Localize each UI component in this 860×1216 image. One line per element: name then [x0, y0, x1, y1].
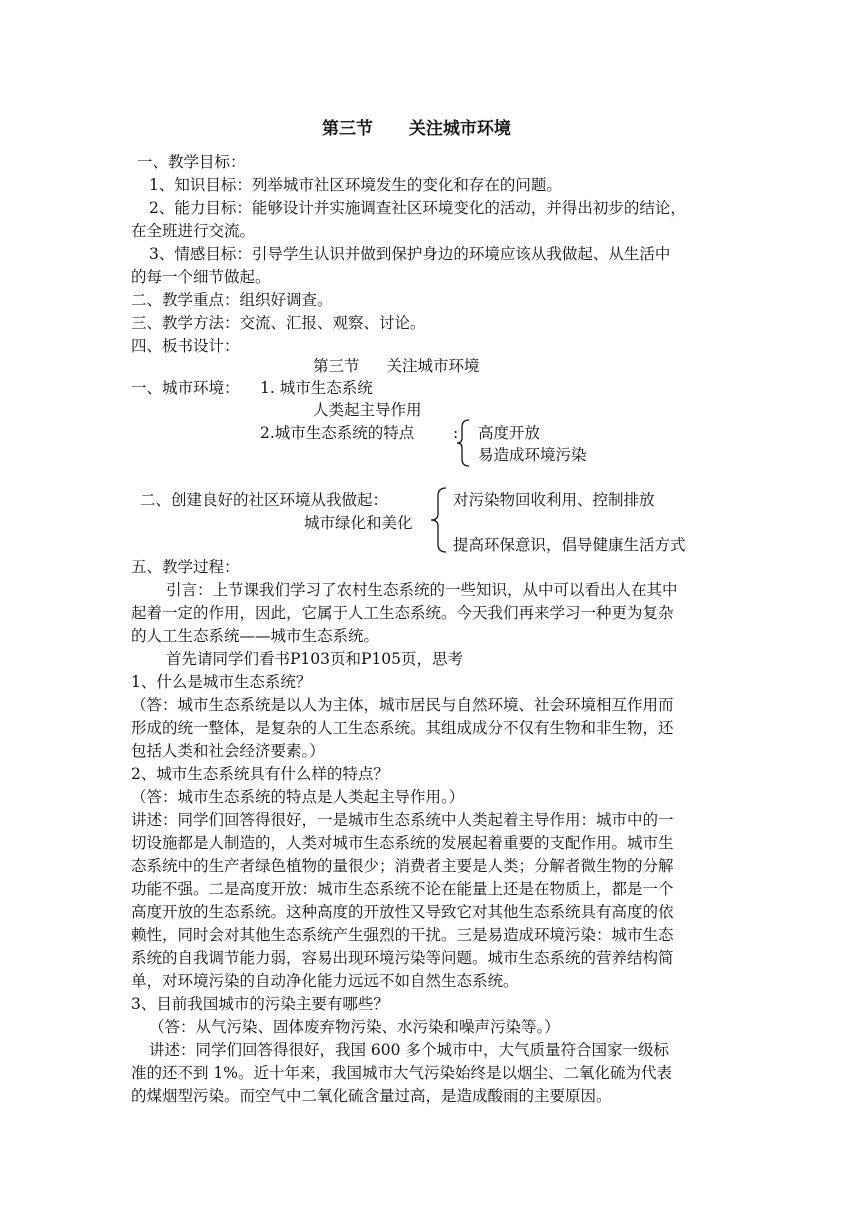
ability-objective-line2: 在全班进行交流。 [131, 222, 256, 240]
brace-icon [453, 418, 473, 468]
question-1: 1、什么是城市生态系统？ [131, 673, 312, 691]
board-feature-open: 高度开放 [478, 424, 541, 442]
board-green: 城市绿化和美化 [304, 514, 413, 532]
ability-objective-line1: 2、能力目标：能够设计并实施调查社区环境变化的活动，并得出初步的结论， [149, 199, 686, 217]
board-action-recycle: 对污染物回收利用、控制排放 [453, 491, 655, 509]
lecture-line2: 切设施都是人制造的，人类对城市生态系统的发展起着重要的支配作用。城市生 [131, 834, 674, 852]
lecture2-line1: 讲述：同学们回答得很好，我国 600 多个城市中，大气质量符合国家一级标 [149, 1041, 669, 1059]
answer-1-line1: （答：城市生态系统是以人为主体，城市居民与自然环境、社会环境相互作用而 [131, 696, 674, 714]
board-title-section: 第三节 [313, 357, 360, 375]
answer-3: （答：从气污染、固体废弃物污染、水污染和噪声污染等。） [149, 1018, 560, 1036]
lecture-line6: 赖性，同时会对其他生态系统产生强烈的干扰。三是易造成环境污染：城市生态 [131, 926, 674, 944]
board-colon: : [453, 424, 459, 442]
lecture-line3: 态系统中的生产者绿色植物的量很少；消费者主要是人类；分解者微生物的分解 [131, 857, 674, 875]
board-item2: 2.城市生态系统的特点 [260, 424, 415, 442]
objectives-heading: 一、教学目标： [137, 153, 246, 171]
answer-1-line3: 包括人类和社会经济要素。） [131, 742, 325, 760]
question-2: 2、城市生态系统具有什么样的特点？ [131, 765, 389, 783]
read-instruction: 首先请同学们看书P103页和P105页，思考 [166, 650, 464, 668]
board-title [313, 356, 479, 376]
answer-1-line2: 形成的统一整体，是复杂的人工生态系统。其组成成分不仅有生物和非生物，还 [131, 719, 674, 737]
board-feature-pollution: 易造成环境污染 [478, 446, 587, 464]
title-section: 第三节 [322, 119, 373, 139]
lecture-line4: 功能不强。二是高度开放：城市生态系统不论在能量上还是在物质上，都是一个 [131, 880, 674, 898]
teaching-focus: 二、教学重点：组织好调查。 [131, 291, 333, 309]
lecture-line5: 高度开放的生态系统。这种高度的开放性又导致它对其他生态系统具有高度的依 [131, 903, 674, 921]
emotion-objective-line1: 3、情感目标：引导学生认识并做到保护身边的环境应该从我做起、从生活中 [149, 245, 671, 263]
board-item1-sub: 人类起主导作用 [313, 401, 422, 419]
board-action-awareness: 提高环保意识，倡导健康生活方式 [453, 536, 686, 554]
knowledge-objective: 1、知识目标：列举城市社区环境发生的变化和存在的问题。 [149, 176, 562, 194]
lecture-line1: 讲述：同学们回答得很好，一是城市生态系统中人类起着主导作用：城市中的一 [131, 811, 674, 829]
board-title-topic: 关注城市环境 [386, 357, 480, 375]
emotion-objective-line2: 的每一个细节做起。 [131, 268, 271, 286]
lecture-line8: 单，对环境污染的自动净化能力远远不如自然生态系统。 [131, 972, 519, 990]
lecture2-line3: 的煤烟型污染。而空气中二氧化硫含量过高，是造成酸雨的主要原因。 [131, 1087, 612, 1105]
brace-icon [426, 486, 450, 554]
intro-line2: 起着一定的作用，因此，它属于人工生态系统。今天我们再来学习一种更为复杂 [131, 604, 674, 622]
board-item1: 1. 城市生态系统 [260, 379, 373, 397]
title-topic: 关注城市环境 [408, 119, 511, 139]
intro-line1: 引言：上节课我们学习了农村生态系统的一些知识，从中可以看出人在其中 [166, 581, 678, 599]
board-heading: 四、板书设计： [131, 337, 240, 355]
question-3: 3、目前我国城市的污染主要有哪些？ [131, 995, 389, 1013]
board-build: 二、创建良好的社区环境从我做起： [140, 491, 389, 509]
answer-2: （答：城市生态系统的特点是人类起主导作用。） [131, 788, 465, 806]
lecture-line7: 系统的自我调节能力弱，容易出现环境污染等问题。城市生态系统的营养结构简 [131, 949, 674, 967]
page-title [322, 119, 511, 139]
board-env-label: 一、城市环境： [131, 379, 240, 397]
intro-line3: 的人工生态系统——城市生态系统。 [131, 627, 380, 645]
process-heading: 五、教学过程： [131, 558, 240, 576]
teaching-methods: 三、教学方法：交流、汇报、观察、讨论。 [131, 314, 426, 332]
lecture2-line2: 准的还不到 1%。近十年来，我国城市大气污染始终是以烟尘、二氧化硫为代表 [131, 1064, 673, 1082]
